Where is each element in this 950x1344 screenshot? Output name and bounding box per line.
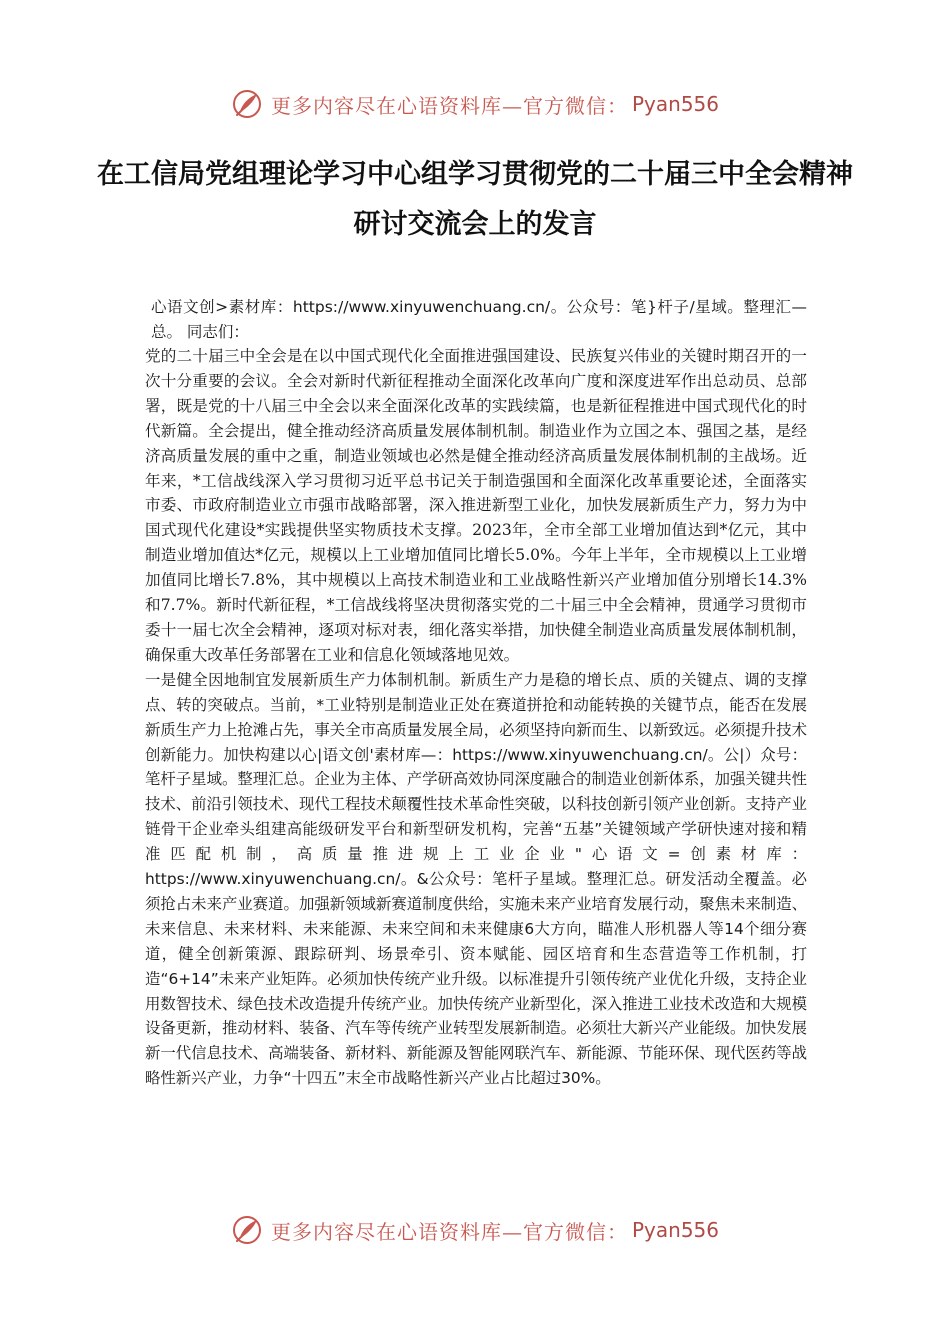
footer-banner bbox=[0, 1208, 950, 1252]
banner-text: 更多内容尽在心语资料库—官方微信： bbox=[270, 93, 628, 118]
main-paragraph: 党的二十届三中全会是在以中国式现代化全面推进强国建设、民族复兴伟业的关键时期召开的一次十分重要的会议。全会对新时代新征程推动全面深化改革向广度和深度进军作出总动员、总部署，既是党的十八届三中全会以来全面深化改革的实践续篇，也是新征程推进中国式现代化的时代新篇。全会提出，健全推动经济高质量发展体制机制。制造业作为立国之本、强国之基，是经济高质量发展的重中之重，制造业领域也必然是健全推动经济高质量发展体制机制的主战场。近年来，*工信战线深入学习贯彻习近平总书记关于制造强国和全面深化改革重要论述，全面落实市委、市政府制造业立市强市战略部署，深入推进新型工业化，加快发展新质生产力，努力为中国式现代化建设*实践提供坚实物质技术支撑。2023年，全市全部工业增加值达到*亿元，其中制造业增加值达*亿元，规模以上工业增加值同比增长5.0%。今年上半年，全市规模以上工业增加值同比增长7.8%，其中规模以上高技术制造业和工业战略性新兴产业增加值分别增长14.3%和7.7%。新时代新征程，*工信战线将坚决贯彻落实党的二十届三中全会精神，贯通学习贯彻市委十一届七次全会精神，逐项对标对表，细化落实举措，加快健全制造业高质量发展体制机制，确保重大改革任务部署在工业和信息化领域落地见效。 bbox=[145, 347, 807, 664]
header-banner bbox=[0, 82, 950, 126]
document-body bbox=[145, 295, 807, 1091]
banner-contact: Pyan556 bbox=[631, 92, 719, 116]
quill-pen-icon bbox=[231, 1214, 263, 1246]
footer-banner-contact: Pyan556 bbox=[631, 1218, 719, 1242]
quill-pen-icon bbox=[231, 88, 263, 120]
footer-banner-text: 更多内容尽在心语资料库—官方微信： bbox=[270, 1219, 628, 1244]
intro-paragraph: 心语文创>素材库：https://www.xinyuwenchuang.cn/。公众号：笔}杆子/星域。整理汇—总。 同志们： bbox=[151, 298, 807, 341]
document-title: 在工信局党组理论学习中心组学习贯彻党的二十届三中全会精神研讨交流会上的发言 bbox=[97, 159, 853, 240]
point-one-paragraph: 一是健全因地制宜发展新质生产力体制机制。新质生产力是稳的增长点、质的关键点、调的支撑点、转的突破点。当前，*工业特别是制造业正处在赛道拼抢和动能转换的关键节点，能否在发展新质生产力上抢滩占先，事关全市高质量发展全局，必须坚持向新而生、以新致远。必须提升技术创新能力。加快构建以心|语文创'素材库—：https://www.xinyuwenchuang.cn/。公|）众号：笔杆子星域。整理汇总。企业为主体、产学研高效协同深度融合的制造业创新体系，加强关键共性技术、前沿引领技术、现代工程技术颠覆性技术革命性突破，以科技创新引领产业创新。支持产业链骨干企业牵头组建高能级研发平台和新型研发机构，完善“五基”关键领域产学研快速对接和精准匹配机制，高质量推进规上工业企业"心语文=创素材库：https://www.xinyuwenchuang.cn/。&公众号：笔杆子星域。整理汇总。研发活动全覆盖。必须抢占未来产业赛道。加强新领域新赛道制度供给，实施未来产业培育发展行动，聚焦未来制造、未来信息、未来材料、未来能源、未来空间和未来健康6大方向，瞄准人形机器人等14个细分赛道，健全创新策源、跟踪研判、场景牵引、资本赋能、园区培育和生态营造等工作机制，打造“6+14”未来产业矩阵。必须加快传统产业升级。以标准提升引领传统产业优化升级，支持企业用数智技术、绿色技术改造提升传统产业。加快传统产业新型化，深入推进工业技术改造和大规模设备更新，推动材料、装备、汽车等传统产业转型发展新制造。必须壮大新兴产业能级。加快发展新一代信息技术、高端装备、新材料、新能源及智能网联汽车、新能源、节能环保、现代医药等战略性新兴产业，力争“十四五”末全市战略性新兴产业占比超过30%。 bbox=[145, 670, 807, 1088]
